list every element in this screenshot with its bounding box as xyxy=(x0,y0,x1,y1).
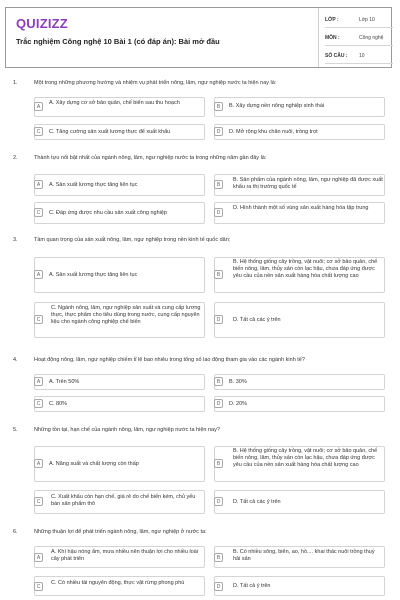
question-number: 1. xyxy=(13,80,18,86)
meta-key: SỐ CÂU : xyxy=(325,52,348,59)
option-d[interactable] xyxy=(214,490,385,514)
option-text: C. Tăng cường sản xuất lương thực để xuất khẩu xyxy=(49,129,171,135)
option-d[interactable] xyxy=(214,576,385,596)
question-text: Thành tựu nổi bật nhất của ngành nông, lâm, ngư nghiệp nước ta trong những năm gần đây là: xyxy=(34,155,267,161)
option-text: B. Có nhiều sông, biển, ao, hồ.... khai thác nuôi trồng thuỷ hải sản xyxy=(233,549,375,562)
option-text: A. Khí hậu nóng ẩm, mưa nhiều nên thuận lợi cho nhiều loài cây phát triển xyxy=(51,549,199,562)
option-letter: D xyxy=(214,127,223,136)
question-number: 5. xyxy=(13,427,18,433)
option-text: D. 20% xyxy=(229,401,248,407)
option-text: C. Ngành nông, lâm, ngư nghiệp sản xuất và cung cấp lương thực, thực phẩm cho tiêu dùng trong nước, cung cấp nguyên liệu cho ngành công nghiệp chế biến xyxy=(51,305,201,325)
question-text: Một trong những phương hướng và nhiệm vụ phát triển nông, lâm, ngư nghiệp nước ta hiện nay là: xyxy=(34,80,277,86)
option-text: B. 30% xyxy=(229,379,247,385)
option-letter: A xyxy=(34,270,43,279)
option-d[interactable] xyxy=(214,396,385,412)
option-letter: D xyxy=(214,582,223,591)
meta-value: Lớp 10 xyxy=(359,16,375,23)
option-b[interactable] xyxy=(214,257,385,293)
option-c[interactable] xyxy=(34,202,205,224)
option-letter: B xyxy=(214,459,223,468)
option-letter: C xyxy=(34,497,43,506)
option-letter: B xyxy=(214,180,223,189)
question-number: 3. xyxy=(13,237,18,243)
option-letter: D xyxy=(214,315,223,324)
option-c[interactable] xyxy=(34,302,205,338)
question-text: Hoạt động nông, lâm, ngư nghiệp chiếm tỉ lệ bao nhiêu trong tổng số lao động tham gia vào các ngành kinh tế? xyxy=(34,357,305,363)
option-a[interactable] xyxy=(34,374,205,390)
option-text: D. Tất cả các ý trên xyxy=(233,317,281,323)
option-c[interactable] xyxy=(34,490,205,514)
option-text: C. Đáp ứng được nhu cầu sản xuất công nghiệp xyxy=(49,210,167,216)
option-a[interactable] xyxy=(34,546,205,568)
option-letter: A xyxy=(34,377,43,386)
option-c[interactable] xyxy=(34,576,205,596)
option-b[interactable] xyxy=(214,374,385,390)
option-text: A. Xây dựng cơ sở bảo quản, chế biến sau thu hoạch xyxy=(49,100,180,106)
option-a[interactable] xyxy=(34,446,205,482)
option-b[interactable] xyxy=(214,174,385,196)
option-b[interactable] xyxy=(214,446,385,482)
meta-value: Công nghệ xyxy=(359,34,384,41)
option-c[interactable] xyxy=(34,124,205,140)
option-letter: C xyxy=(34,127,43,136)
option-letter: D xyxy=(214,497,223,506)
option-letter: C xyxy=(34,399,43,408)
option-b[interactable] xyxy=(214,97,385,117)
option-letter: B xyxy=(214,102,223,111)
option-d[interactable] xyxy=(214,302,385,338)
option-d[interactable] xyxy=(214,124,385,140)
option-text: D. Hình thành một số vùng sản xuất hàng hóa tập trung xyxy=(233,205,369,211)
option-letter: D xyxy=(214,208,223,217)
option-text: D. Tất cả các ý trên xyxy=(233,499,281,505)
option-letter: B xyxy=(214,553,223,562)
option-letter: C xyxy=(34,315,43,324)
question-text: Những thuận lợi để phát triển ngành nông, lâm, ngư nghiệp ở nước ta: xyxy=(34,529,207,535)
option-letter: A xyxy=(34,459,43,468)
question-number: 4. xyxy=(13,357,18,363)
option-a[interactable] xyxy=(34,257,205,293)
question-number: 6. xyxy=(13,529,18,535)
option-text: C. 80% xyxy=(49,401,68,407)
option-letter: A xyxy=(34,553,43,562)
option-text: A. Năng suất và chất lượng còn thấp xyxy=(49,461,139,467)
option-letter: A xyxy=(34,102,43,111)
option-text: C. Xuất khẩu còn hạn chế, giá rẻ do chế biến kém, chủ yếu bán sản phẩm thô xyxy=(51,494,196,507)
option-a[interactable] xyxy=(34,97,205,117)
option-text: D. Mở rộng khu chăn nuôi, trồng trọt xyxy=(229,129,318,135)
option-text: C. Có nhiều tài nguyên động, thực vật rừng phong phú xyxy=(51,580,185,586)
question-text: Tầm quan trọng của sản xuất nông, lâm, ngư nghiệp trong nền kinh tế quốc dân: xyxy=(34,237,231,243)
question-number: 2. xyxy=(13,155,18,161)
meta-key: LỚP : xyxy=(325,16,339,23)
option-d[interactable] xyxy=(214,202,385,224)
option-a[interactable] xyxy=(34,174,205,196)
option-text: B. Hệ thống giống cây trồng, vật nuôi; cơ sở bảo quản, chế biến nông, lâm, thủy sản còn lạc hậu, chưa đáp ứng được yêu cầu của nền sản xuất hàng hóa chất lượng cao xyxy=(233,448,378,468)
option-letter: D xyxy=(214,399,223,408)
option-text: B. Sản phẩm của ngành nông, lâm, ngư nghiệp đã được xuất khẩu ra thị trường quốc tế xyxy=(233,177,383,190)
quiz-title: Trắc nghiệm Công nghệ 10 Bài 1 (có đáp án): Bài mở đầu xyxy=(16,37,220,46)
option-text: A. Trên 50% xyxy=(49,379,80,385)
meta-value: 10 xyxy=(359,52,365,59)
option-letter: C xyxy=(34,582,43,591)
meta-key: MÔN : xyxy=(325,34,340,41)
option-text: B. Xây dựng nền nông nghiệp sinh thái xyxy=(229,103,325,109)
option-b[interactable] xyxy=(214,546,385,568)
quizizz-logo: QUIZIZZ xyxy=(16,16,68,31)
option-letter: B xyxy=(214,270,223,279)
option-text: A. Sản xuất lương thực tăng liên tục xyxy=(49,272,138,278)
question-text: Những tồn tại, hạn chế của ngành nông, lâm, ngư nghiệp nước ta hiện nay? xyxy=(34,427,220,433)
option-letter: B xyxy=(214,377,223,386)
option-text: B. Hệ thống giống cây trồng, vật nuôi; cơ sở bảo quản, chế biến nông, lâm, thủy sản còn lạc hậu, chưa đáp ứng được yêu cầu của nền sản xuất hàng hóa chất lượng cao xyxy=(233,259,378,279)
option-letter: C xyxy=(34,208,43,217)
option-c[interactable] xyxy=(34,396,205,412)
option-text: A. Sản xuất lương thực tăng liên tục xyxy=(49,182,138,188)
option-text: D. Tất cả ý trên xyxy=(233,583,271,589)
option-letter: A xyxy=(34,180,43,189)
